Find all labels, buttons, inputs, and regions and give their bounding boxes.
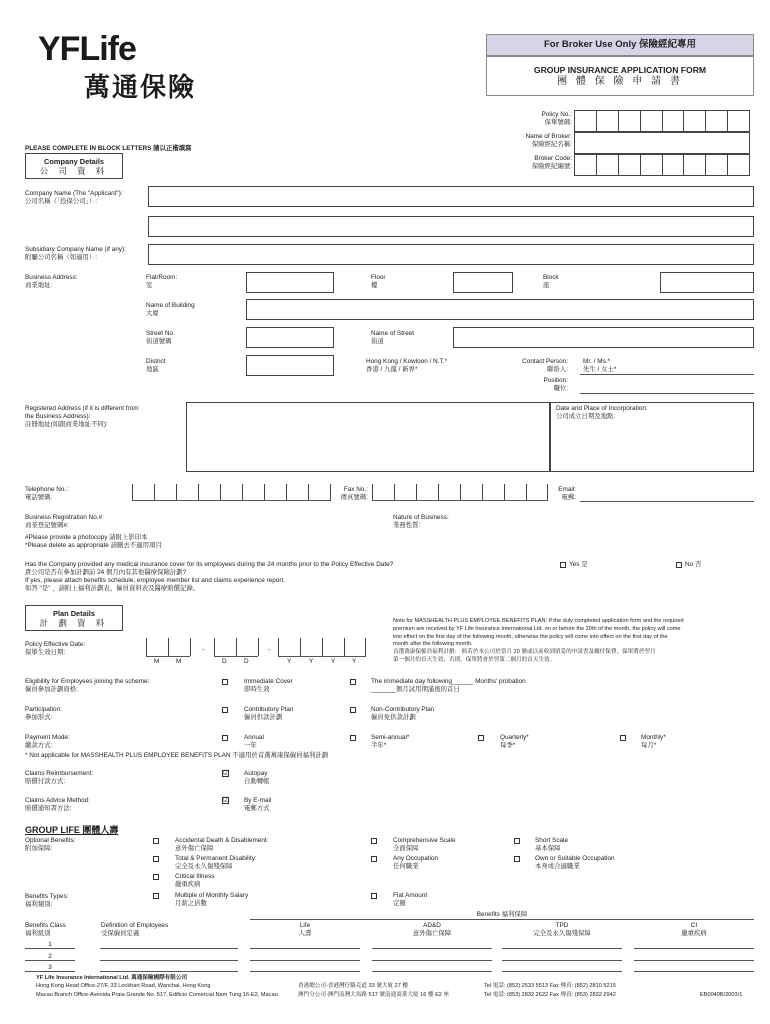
quarterly-label: Quarterly* 每季* xyxy=(500,734,529,749)
email-advice-label: By E-mail 電郵方式 xyxy=(244,797,272,812)
row-line[interactable] xyxy=(372,948,492,949)
footer-macau-address-zh: 澳門分公司-澳門南灣大馬路 517 號南通商業大廈 16 樓 E2 座 xyxy=(298,992,450,998)
any-occupation-label: Any Occupation 任何職業 xyxy=(393,855,439,870)
monthly-label: Monthly* 每月* xyxy=(641,734,666,749)
row-line xyxy=(25,971,75,972)
semiannual-label: Semi-annual* 半年* xyxy=(371,734,410,749)
definition-col: Definition of Employees 受保僱員定義 xyxy=(101,922,169,937)
row-line[interactable] xyxy=(634,960,754,961)
block-field[interactable] xyxy=(660,272,754,293)
multiple-salary-label: Multiple of Monthly Salary 月薪之倍數 xyxy=(175,892,249,907)
own-occupation-label: Own or Suitable Occupation 本身或合適職業 xyxy=(535,855,615,870)
floor-label: Floor 樓 xyxy=(371,274,386,289)
logo-chinese: 萬通保險 xyxy=(84,73,197,103)
br-label: Business Registration No.#: 商業登記號碼#: xyxy=(25,514,104,529)
any-occupation-checkbox[interactable] xyxy=(371,856,377,862)
flat-amount-checkbox[interactable] xyxy=(371,893,377,899)
multiple-salary-checkbox[interactable] xyxy=(153,893,159,899)
broker-name-field[interactable] xyxy=(574,132,750,154)
tpd-col: TPD 完全及永久傷殘保障 xyxy=(533,922,591,937)
footer-hk-address-zh: 香港總公司-香港灣仔駱克道 33 號大廈 27 樓 xyxy=(298,983,409,989)
position-label: Position: 職位: xyxy=(543,377,568,392)
tpd-checkbox[interactable] xyxy=(153,856,159,862)
semiannual-checkbox[interactable] xyxy=(350,735,356,741)
participation-label: Participation: 參加形式: xyxy=(25,706,62,721)
policy-no-label: Policy No.: 保單號碼: xyxy=(541,111,572,126)
form-code: EB0040B/2003/1 xyxy=(700,992,743,998)
plan-details-header: Plan Details 計 劃 資 料 xyxy=(25,605,123,631)
row-line[interactable] xyxy=(100,960,238,961)
masshealth-note: Note for MASSHEALTH PLUS EMPLOYEE BENEFITS PLAN: If the duly completed application form and the required premium are received by YF Life Insurance International Ltd. on or before the 20th of the month, the policy will come into effect on the first day of the following month, otherwise the policy will come into effect on the first day of the month after the following month. 首選萬康保僱員福利計劃： 倘若於本公司於當月 20 號或以前收到填妥的申請書及繳付保費，保單將於翌月 第一個月的首天生效，否則，保單將會於翌第二個月的首天生效。 xyxy=(393,618,684,663)
add-col: AD&D 意外傷亡保障 xyxy=(412,922,452,937)
nature-label: Nature of Business: 業務性質: xyxy=(393,514,449,529)
tpd-label: Total & Permanent Disability: 完全及永久傷殘保障 xyxy=(175,855,257,870)
annual-checkbox[interactable] xyxy=(222,735,228,741)
delete-note: *Please delete as appropriate 請刪去不適用項目 xyxy=(25,542,162,549)
short-scale-checkbox[interactable] xyxy=(514,838,520,844)
footer-hk-address: Hong Kong Head Office-27/F, 33 Lockhart Road, Wanchai, Hong Kong xyxy=(36,983,211,989)
row-line[interactable] xyxy=(100,948,238,949)
business-address-label: Business Address: 商業地址: xyxy=(25,274,78,289)
prev-cover-question: Has the Company provided any medical insurance cover for its employees during the 24 months prior to the Policy Effective Date? 貴公司是否在參加計劃前 24 個月內有其他醫療保險計劃? If yes, please attach benefits schedule, employee member list and claims experience report. 如答 "是" ，請附上福利計劃表、僱員資料表及醫療賠償記錄。 xyxy=(25,561,394,592)
district-label: District 地區 xyxy=(146,358,166,373)
company-name-label: Company Name (The "Applicant"): 公司名稱（「投保公司」）: xyxy=(25,190,123,205)
building-label: Name of Building 大廈 xyxy=(146,302,195,317)
contact-person-line[interactable] xyxy=(580,374,754,375)
company-name-field-2[interactable] xyxy=(148,216,754,237)
group-life-title: GROUP LIFE 團體人壽 xyxy=(25,825,119,835)
row-line[interactable] xyxy=(372,971,492,972)
benefits-table-header: Benefits 福利保障 xyxy=(476,911,528,918)
district-field[interactable] xyxy=(246,355,334,376)
short-scale-label: Short Scale 基本保障 xyxy=(535,837,569,852)
own-occupation-checkbox[interactable] xyxy=(514,856,520,862)
prev-cover-yes-checkbox[interactable] xyxy=(560,562,566,568)
photocopy-note: #Please provide a photocopy 請附上影印本 xyxy=(25,534,148,541)
noncontributory-label: Non-Contributory Plan 僱員免供款計劃 xyxy=(371,706,435,721)
immediate-cover-label: Immediate Cover 即時生效 xyxy=(244,678,293,693)
street-name-field[interactable] xyxy=(453,327,754,348)
fax-boxes[interactable] xyxy=(372,484,548,502)
benefits-header-rule xyxy=(250,919,754,920)
row-line[interactable] xyxy=(502,960,622,961)
telephone-boxes[interactable] xyxy=(132,484,332,502)
form-title-en: GROUP INSURANCE APPLICATION FORM xyxy=(533,65,707,75)
region-label: Hong Kong / Kowloon / N.T.* 香港 / 九龍 / 新界* xyxy=(366,358,447,373)
fax-label: Fax No.: 傳真號碼: xyxy=(340,486,368,501)
registered-address-label: Registered Address (if it is different from the Business Address): 註冊地址(如跟商業地址不同): xyxy=(25,405,139,428)
life-col: Life 人壽 xyxy=(298,922,312,937)
table-row: 2 xyxy=(48,953,52,960)
row-line[interactable] xyxy=(502,971,622,972)
telephone-label: Telephone No.: 電話號碼: xyxy=(25,486,68,501)
broker-use-banner: For Broker Use Only 保險經紀專用 xyxy=(486,34,754,56)
ci-label: Critical Illness 嚴重疾病 xyxy=(175,873,215,888)
row-line xyxy=(25,960,75,961)
prev-cover-no-label: No 否 xyxy=(685,561,702,568)
registered-address-field[interactable] xyxy=(186,402,550,472)
broker-name-label: Name of Broker: 保險經紀名稱: xyxy=(525,133,572,148)
flat-amount-label: Flat Amount 定額 xyxy=(393,892,428,907)
comprehensive-checkbox[interactable] xyxy=(371,838,377,844)
row-line xyxy=(25,948,75,949)
row-line[interactable] xyxy=(250,948,360,949)
probation-checkbox[interactable] xyxy=(350,679,356,685)
quarterly-checkbox[interactable] xyxy=(478,735,484,741)
ci-col: CI 嚴重疾病 xyxy=(681,922,707,937)
row-line[interactable] xyxy=(250,971,360,972)
email-line[interactable] xyxy=(580,501,754,502)
broker-code-boxes[interactable] xyxy=(574,154,750,176)
annual-label: Annual 一年 xyxy=(244,734,264,749)
building-field[interactable] xyxy=(246,299,754,320)
broker-code-label: Broker Code: 保險經紀編號: xyxy=(531,155,572,170)
row-line[interactable] xyxy=(100,971,238,972)
subsidiary-field[interactable] xyxy=(148,244,754,265)
contributory-label: Contributory Plan 僱員供款計劃 xyxy=(244,706,294,721)
policy-no-boxes[interactable] xyxy=(574,110,750,132)
flat-label: Flat/Room: 室 xyxy=(146,274,178,289)
autopay-checkbox[interactable]: ☑ xyxy=(223,770,230,777)
email-label: Email: 電郵: xyxy=(558,486,576,501)
company-name-field[interactable] xyxy=(148,186,754,207)
form-title-zh: 團 體 保 險 申 請 書 xyxy=(557,76,683,87)
footer-hk-tel: Tel 電話: (852) 2533 5513 Fax 傳真: (852) 2810 5215 xyxy=(484,983,616,989)
add-label: Accidental Death & Disablement: 意外傷亡保障 xyxy=(175,837,269,852)
table-row: 3 xyxy=(48,964,52,971)
prev-cover-no-checkbox[interactable] xyxy=(676,562,682,568)
street-no-field[interactable] xyxy=(246,327,334,348)
mr-ms-label: Mr. / Ms.* 先生 / 女士* xyxy=(583,358,617,373)
autopay-label: Autopay 自動轉帳 xyxy=(244,770,270,785)
noncontributory-checkbox[interactable] xyxy=(350,707,356,713)
effective-date-boxes[interactable]: M M - D D - Y Y Y Y xyxy=(146,638,366,668)
flat-field[interactable] xyxy=(246,272,334,293)
ci-checkbox[interactable] xyxy=(153,874,159,880)
optional-benefits-label: Optional Benefits: 附加保障: xyxy=(25,837,76,852)
company-details-header: Company Details 公 司 資 料 xyxy=(25,153,123,179)
add-checkbox[interactable] xyxy=(153,838,159,844)
yflife-logo-text: YFLife xyxy=(38,30,136,68)
contact-person-label: Contact Person: 聯絡人: xyxy=(522,358,568,373)
subsidiary-label: Subsidiary Company Name (if any): 附屬公司名稱（如適用）: xyxy=(25,246,126,261)
email-advice-checkbox[interactable]: ☑ xyxy=(223,797,230,804)
position-line[interactable] xyxy=(580,393,754,394)
block-label: Block 座 xyxy=(543,274,559,289)
floor-field[interactable] xyxy=(453,272,513,293)
probation-label: The immediate day following______ Months' probation _______個月試用期滿後的首日 xyxy=(371,678,526,693)
street-no-label: Street No. 街道號碼 xyxy=(146,330,175,345)
immediate-cover-checkbox[interactable] xyxy=(222,679,228,685)
monthly-checkbox[interactable] xyxy=(620,735,626,741)
footer-company: YF Life Insurance International Ltd. 萬通保險國際有限公司 xyxy=(36,975,188,981)
claims-advice-label: Claims Advice Method: 賠償通知書方法: xyxy=(25,797,90,812)
row-line[interactable] xyxy=(634,948,754,949)
form-title-box xyxy=(486,56,754,96)
row-line[interactable] xyxy=(634,971,754,972)
footer-macau-address: Macau Branch Office-Avenida Praia Grande No. 517, Edificio Comercial Nam Tung 16-E2, Macau xyxy=(36,992,278,998)
benefit-types-label: Benefits Types: 福利類別: xyxy=(25,893,69,908)
effective-date-label: Policy Effective Date: 保單生效日期: xyxy=(25,641,86,656)
street-name-label: Name of Street 街道 xyxy=(371,330,414,345)
claims-reimbursement-label: Claims Reimbursement: 賠償付款方式: xyxy=(25,770,94,785)
incorporation-label: Date and Place of Incorporation: 公司成立日期及地點: xyxy=(556,405,648,420)
contributory-checkbox[interactable] xyxy=(222,707,228,713)
prev-cover-yes-label: Yes 是 xyxy=(569,561,588,568)
payment-mode-label: Payment Mode: 繳款方式: xyxy=(25,734,70,749)
row-line[interactable] xyxy=(502,948,622,949)
row-line[interactable] xyxy=(372,960,492,961)
eligibility-label: Eligibility for Employees joining the scheme: 僱員參加計劃資格: xyxy=(25,678,150,693)
payment-note: * Not applicable for MASSHEALTH PLUS EMPLOYEE BENEFITS PLAN 不適用於首選萬康保僱員福利計劃 xyxy=(25,752,329,759)
footer-macau-tel: Tel 電話: (853) 2832 2622 Fax 傳真: (853) 2832 2942 xyxy=(484,992,616,998)
table-row: 1 xyxy=(48,941,52,948)
row-line[interactable] xyxy=(250,960,360,961)
comprehensive-label: Comprehensive Scale 全面保障 xyxy=(393,837,456,852)
benefits-class-col: Benefits Class 福利級別 xyxy=(25,922,66,937)
block-letters-instruction: PLEASE COMPLETE IN BLOCK LETTERS 請以正楷填寫 xyxy=(25,145,192,152)
